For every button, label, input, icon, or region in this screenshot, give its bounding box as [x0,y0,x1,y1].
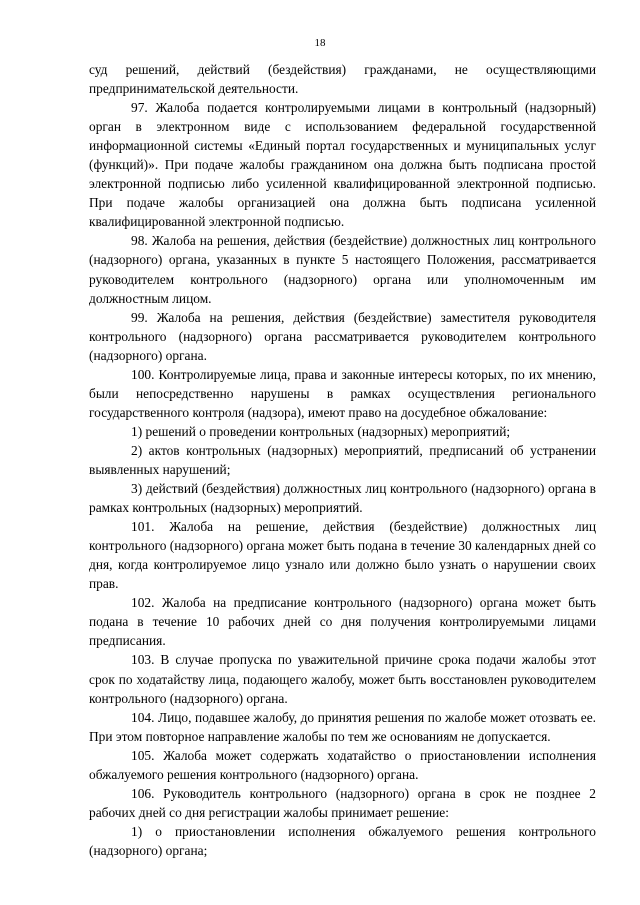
paragraph-106-item-1: 1) о приостановлении исполнения обжалуемого решения контрольного (надзорного) органа; [89,823,596,858]
paragraph-100-item-2: 2) актов контрольных (надзорных) мероприятий, предписаний об устранении выявленных нарушений; [89,442,596,477]
paragraph-100: 100. Контролируемые лица, права и законные интересы которых, по их мнению, были непосредственно нарушены в рамках осуществления регионального государственного контроля (надзора), имеют право на досудебное обжалование: [89,366,596,420]
paragraph-105: 105. Жалоба может содержать ходатайство о приостановлении исполнения обжалуемого решения контрольного (надзорного) органа. [89,747,596,782]
paragraph-103: 103. В случае пропуска по уважительной причине срока подачи жалобы этот срок по ходатайству лица, подающего жалобу, может быть восстановлен руководителем контрольного (надзорного) органа. [89,652,596,706]
paragraph-104: 104. Лицо, подавшее жалобу, до принятия решения по жалобе может отозвать ее. При этом повторное направление жалобы по тем же основаниям не допускается. [89,709,596,744]
paragraph-97: 97. Жалоба подается контролируемыми лицами в контрольный (надзорный) орган в электронном виде с использованием федеральной государственной информационной системы «Единый портал государственных и муниципальных услуг (функций)». При подаче жалобы гражданином она должна быть подписана простой электронной подписью либо усиленной квалифицированной электронной подписью. При подаче жалобы организацией она должна быть подписана усиленной квалифицированной электронной подписью. [89,100,596,230]
paragraph-102: 102. Жалоба на предписание контрольного (надзорного) органа может быть подана в течение 10 рабочих дней со дня получения контролируемыми лицами предписания. [89,595,596,649]
paragraph-99: 99. Жалоба на решения, действия (бездействие) заместителя руководителя контрольного (надзорного) органа рассматривается руководителем контрольного (надзорного) органа. [89,309,596,363]
document-body [89,60,596,860]
paragraph-100-item-3: 3) действий (бездействия) должностных лиц контрольного (надзорного) органа в рамках контрольных (надзорных) мероприятий. [89,481,596,516]
paragraph-101: 101. Жалоба на решение, действия (бездействие) должностных лиц контрольного (надзорного) органа может быть подана в течение 30 календарных дней со дня, когда контролируемое лицо узнало или должно было узнать о нарушении своих прав. [89,519,596,592]
paragraph-106: 106. Руководитель контрольного (надзорного) органа в срок не позднее 2 рабочих дней со дня регистрации жалобы принимает решение: [89,785,596,820]
paragraph-100-item-1: 1) решений о проведении контрольных (надзорных) мероприятий; [131,423,511,439]
paragraph-98: 98. Жалоба на решения, действия (бездействие) должностных лиц контрольного (надзорного) органа, указанных в пункте 5 настоящего Положения, рассматривается руководителем контрольного (надзорного) органа или уполномоченным им должностным лицом. [89,233,596,306]
paragraph-continuation: суд решений, действий (бездействия) гражданами, не осуществляющими предпринимательской деятельности. [89,62,596,97]
page-number: 18 [314,37,326,49]
